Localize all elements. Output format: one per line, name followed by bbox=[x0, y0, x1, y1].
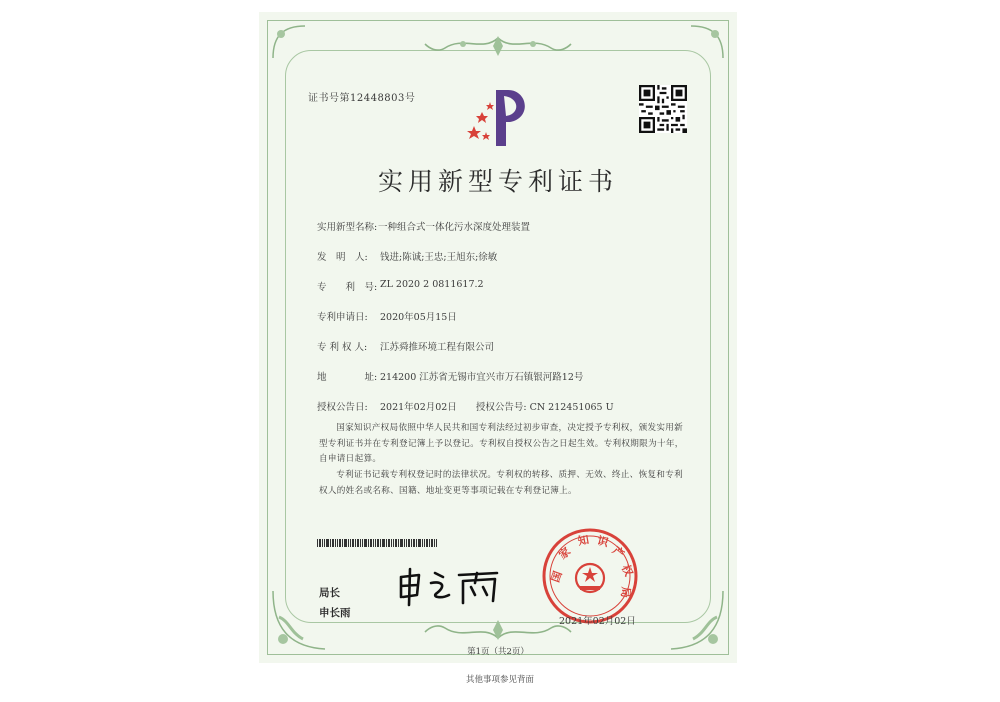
director-name: 申长雨 bbox=[319, 607, 351, 619]
page-number: 第1页（共2页） bbox=[467, 647, 529, 657]
field-label-name: 实用新型名称: bbox=[317, 222, 378, 233]
corner-ornament-top-right bbox=[687, 22, 727, 62]
barcode-icon bbox=[317, 539, 437, 547]
field-value-grant-date: 2021年02月02日 授权公告号: CN 212451065 U bbox=[380, 402, 614, 413]
qr-code-icon bbox=[639, 85, 687, 133]
certificate-title: 实用新型专利证书 bbox=[377, 167, 618, 196]
top-ornament bbox=[423, 34, 573, 60]
director-signature bbox=[397, 567, 507, 607]
patent-certificate bbox=[259, 12, 737, 663]
svg-text:国: 国 bbox=[548, 569, 565, 585]
field-label-inventors: 发 明 人: bbox=[317, 252, 368, 263]
cnipa-logo-icon bbox=[466, 82, 536, 150]
field-label-patentee: 专 利 权 人: bbox=[317, 342, 368, 353]
certificate-paragraph-1: 国家知识产权局依照中华人民共和国专利法经过初步审查，决定授予专利权，颁发实用新型专利证书并在专利登记簿上予以登记。专利权自授权公告之日起生效。专利权期限为十年，自申请日起算。 bbox=[319, 423, 684, 464]
corner-ornament-bottom-right bbox=[667, 587, 727, 653]
svg-text:家: 家 bbox=[556, 544, 574, 562]
director-title: 局长 bbox=[319, 587, 340, 599]
field-label-patent-number: 专 利 号: bbox=[317, 282, 378, 293]
svg-text:知: 知 bbox=[576, 533, 590, 548]
field-label-address: 地 址: bbox=[317, 372, 378, 383]
back-note: 其他事项参见背面 bbox=[465, 675, 534, 685]
corner-ornament-top-left bbox=[269, 22, 309, 62]
field-label-filing-date: 专利申请日: bbox=[317, 312, 368, 323]
field-value-patentee: 江苏舜推环境工程有限公司 bbox=[380, 342, 495, 353]
official-seal bbox=[540, 526, 640, 626]
svg-text:局: 局 bbox=[618, 586, 633, 599]
certificate-number: 证书号第12448803号 bbox=[308, 93, 416, 104]
svg-text:识: 识 bbox=[595, 533, 610, 550]
certificate-paragraph-2: 专利证书记载专利权登记时的法律状况。专利权的转移、质押、无效、终止、恢复和专利权人的姓名或名称、国籍、地址变更等事项记载在专利登记簿上。 bbox=[319, 470, 684, 496]
field-value-name: 一种组合式一体化污水深度处理装置 bbox=[378, 222, 531, 233]
svg-text:产: 产 bbox=[609, 543, 627, 561]
field-label-grant-date: 授权公告日: bbox=[317, 402, 368, 413]
seal-date: 2021年02月02日 bbox=[559, 616, 636, 627]
field-value-inventors: 钱进;陈诚;王忠;王旭东;徐敏 bbox=[380, 252, 498, 263]
svg-text:权: 权 bbox=[618, 562, 636, 579]
field-value-patent-number: ZL 2020 2 0811617.2 bbox=[380, 279, 484, 290]
field-value-filing-date: 2020年05月15日 bbox=[380, 312, 457, 323]
field-value-address: 214200 江苏省无锡市宜兴市万石镇银河路12号 bbox=[380, 372, 584, 383]
